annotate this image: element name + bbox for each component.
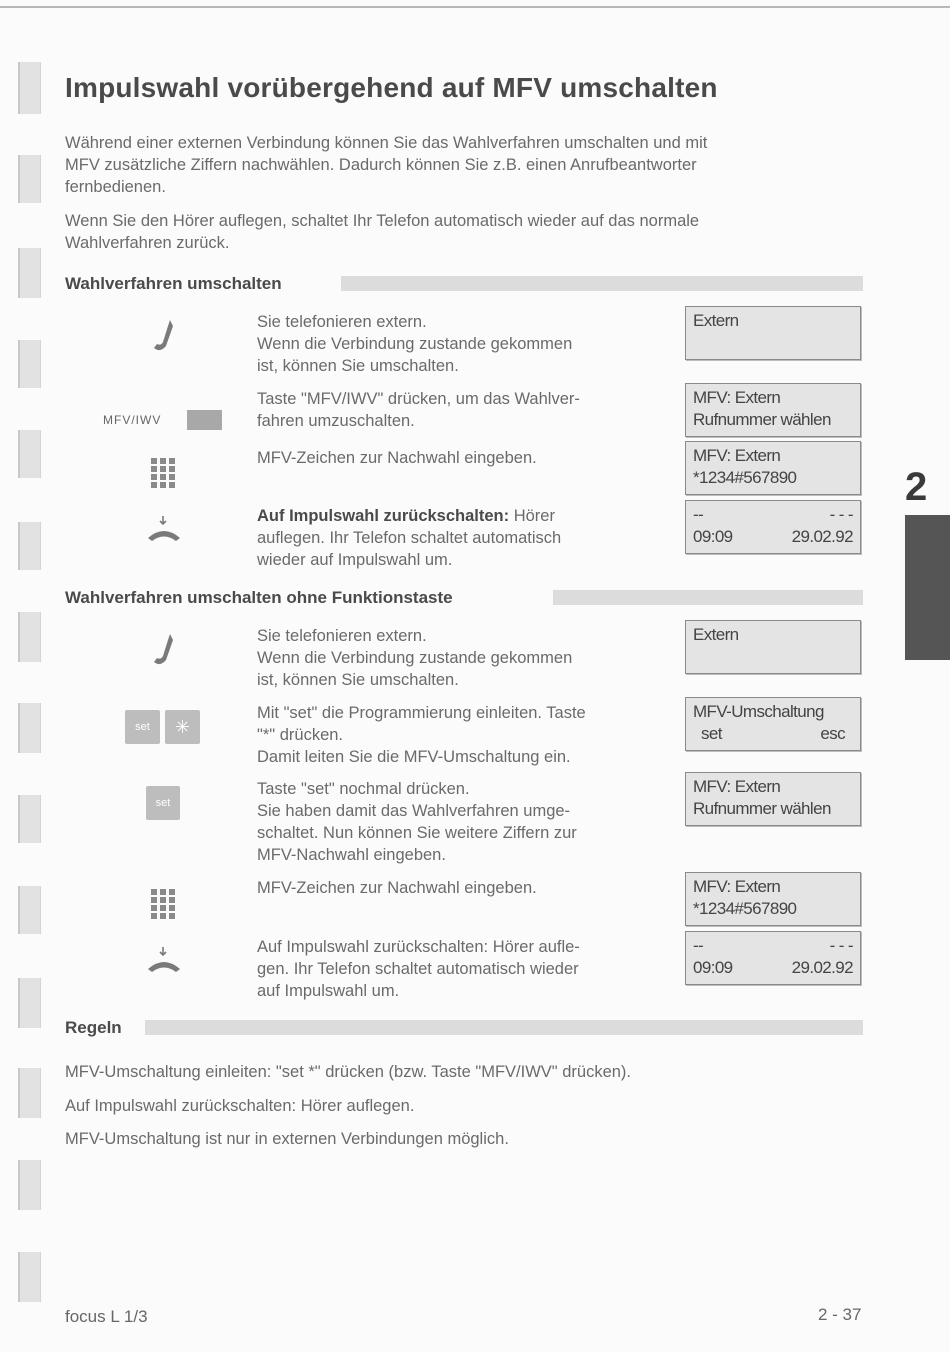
step-line: MFV-Nachwahl eingeben.	[257, 846, 446, 864]
intro-paragraph-1	[65, 132, 865, 198]
display-text: - - -	[829, 505, 853, 524]
display-mfv-extern	[685, 772, 861, 826]
step-line: auf Impulswahl um.	[257, 982, 400, 1000]
intro-line: fernbedienen.	[65, 178, 166, 196]
display-line: Rufnummer wählen	[693, 410, 831, 429]
s2-step-1	[257, 625, 657, 691]
display-idle	[685, 500, 861, 554]
display-softkey-esc: esc	[820, 724, 845, 743]
margin-mark	[18, 703, 41, 753]
handset-off-hook-icon	[148, 318, 178, 356]
keypad-icon	[151, 889, 177, 921]
rule-item: MFV-Umschaltung ist nur in externen Verbindungen möglich.	[65, 1130, 509, 1148]
s1-step-2	[257, 388, 657, 432]
margin-mark	[18, 62, 41, 114]
step-line: Damit leiten Sie die MFV-Umschaltung ein.	[257, 748, 571, 766]
display-line: *1234#567890	[693, 468, 797, 487]
step-line: Auf Impulswahl zurückschalten: Hörer aufle-	[257, 938, 580, 956]
page-title: Impulswahl vorübergehend auf MFV umschalten	[65, 72, 718, 103]
margin-mark	[18, 522, 41, 570]
margin-mark	[18, 612, 41, 662]
margin-mark	[18, 430, 41, 478]
display-extern	[685, 620, 861, 674]
step-bold: Auf Impulswahl zurückschalten:	[257, 507, 510, 525]
display-extern	[685, 306, 861, 360]
handset-off-hook-icon	[148, 632, 178, 670]
handset-on-hook-icon	[146, 514, 182, 544]
display-date: 29.02.92	[791, 958, 853, 977]
step-line: "*" drücken.	[257, 726, 344, 744]
star-key-icon: ✳	[165, 710, 200, 744]
section-bar	[341, 276, 863, 291]
intro-line: MFV zusätzliche Ziffern nachwählen. Dadurch können Sie z.B. einen Anrufbeantworter	[65, 156, 697, 174]
s2-step-5	[257, 936, 657, 1002]
section-heading-2	[65, 587, 863, 609]
display-idle	[685, 931, 861, 985]
section-title: Regeln	[65, 1018, 132, 1037]
step-line: Wenn die Verbindung zustande gekommen	[257, 649, 573, 667]
display-text: --	[693, 936, 704, 955]
set-key-icon: set	[146, 786, 180, 820]
chapter-tab	[905, 515, 950, 660]
s1-step-1	[257, 311, 657, 377]
display-text: --	[693, 505, 704, 524]
margin-mark	[18, 1160, 41, 1210]
section-heading-1	[65, 273, 863, 295]
chapter-number: 2	[905, 465, 928, 509]
display-line: MFV: Extern	[693, 777, 781, 796]
display-mfv-digits	[685, 872, 861, 926]
section-bar	[553, 590, 863, 605]
handset-on-hook-icon	[146, 945, 182, 975]
step-line: schaltet. Nun können Sie weitere Ziffern zur	[257, 824, 577, 842]
display-mfv-digits	[685, 441, 861, 495]
margin-mark	[18, 978, 41, 1028]
display-line: Extern	[693, 311, 739, 330]
margin-mark	[18, 1252, 41, 1302]
step-line: ist, können Sie umschalten.	[257, 671, 459, 689]
display-line: MFV-Umschaltung	[693, 702, 824, 721]
display-mfv-umschaltung	[685, 697, 861, 751]
section-bar	[145, 1020, 863, 1035]
rule-item: Auf Impulswahl zurückschalten: Hörer auflegen.	[65, 1097, 415, 1115]
display-line: Rufnummer wählen	[693, 799, 831, 818]
rule-item: MFV-Umschaltung einleiten: "set *" drücken (bzw. Taste "MFV/IWV" drücken).	[65, 1063, 631, 1081]
section-title: Wahlverfahren umschalten ohne Funktionstaste	[65, 588, 463, 607]
intro-line: Wahlverfahren zurück.	[65, 234, 230, 252]
display-softkey-set: set	[701, 724, 722, 743]
margin-mark	[18, 795, 41, 843]
step-line: gen. Ihr Telefon schaltet automatisch wieder	[257, 960, 579, 978]
footer-page-number: 2 - 37	[818, 1305, 862, 1324]
top-rule	[0, 6, 950, 8]
section-title: Wahlverfahren umschalten	[65, 274, 292, 293]
intro-paragraph-2	[65, 210, 865, 254]
section-heading-rules	[65, 1017, 863, 1039]
margin-mark	[18, 886, 41, 934]
s2-step-2	[257, 702, 657, 768]
set-key-icon: set	[125, 710, 160, 744]
margin-mark	[18, 340, 41, 388]
s2-step-3	[257, 778, 657, 866]
step-line: Mit "set" die Programmierung einleiten. Taste	[257, 704, 586, 722]
mfv-key-icon	[187, 410, 222, 430]
display-time: 09:09	[693, 527, 733, 546]
intro-line: Wenn Sie den Hörer auflegen, schaltet Ihr Telefon automatisch wieder auf das normale	[65, 212, 700, 230]
step-line: wieder auf Impulswahl um.	[257, 551, 453, 569]
step-line: MFV-Zeichen zur Nachwahl eingeben.	[257, 879, 537, 897]
margin-mark	[18, 1068, 41, 1118]
step-line: Sie haben damit das Wahlverfahren umge-	[257, 802, 571, 820]
step-line: Hörer	[509, 507, 555, 525]
step-line: auflegen. Ihr Telefon schaltet automatisch	[257, 529, 562, 547]
display-line: *1234#567890	[693, 899, 797, 918]
keypad-icon	[151, 458, 177, 490]
s1-step-4	[257, 505, 657, 571]
step-line: Wenn die Verbindung zustande gekommen	[257, 335, 573, 353]
step-line: Taste "MFV/IWV" drücken, um das Wahlver-	[257, 390, 580, 408]
step-line: Taste "set" nochmal drücken.	[257, 780, 470, 798]
display-time: 09:09	[693, 958, 733, 977]
display-text: - - -	[829, 936, 853, 955]
margin-mark	[18, 155, 41, 203]
display-line: MFV: Extern	[693, 446, 781, 465]
s2-step-4	[257, 877, 657, 899]
display-line: MFV: Extern	[693, 877, 781, 896]
step-line: MFV-Zeichen zur Nachwahl eingeben.	[257, 449, 537, 467]
display-mfv-extern	[685, 383, 861, 437]
s1-step-3	[257, 447, 657, 469]
display-line: MFV: Extern	[693, 388, 781, 407]
margin-mark	[18, 248, 41, 298]
footer-model: focus L 1/3	[65, 1307, 148, 1326]
display-line: Extern	[693, 625, 739, 644]
mfv-key-label: MFV/IWV	[103, 413, 162, 427]
step-line: Sie telefonieren extern.	[257, 313, 427, 331]
step-line: ist, können Sie umschalten.	[257, 357, 459, 375]
step-line: fahren umzuschalten.	[257, 412, 415, 430]
display-date: 29.02.92	[791, 527, 853, 546]
step-line: Sie telefonieren extern.	[257, 627, 427, 645]
intro-line: Während einer externen Verbindung können Sie das Wahlverfahren umschalten und mit	[65, 134, 708, 152]
